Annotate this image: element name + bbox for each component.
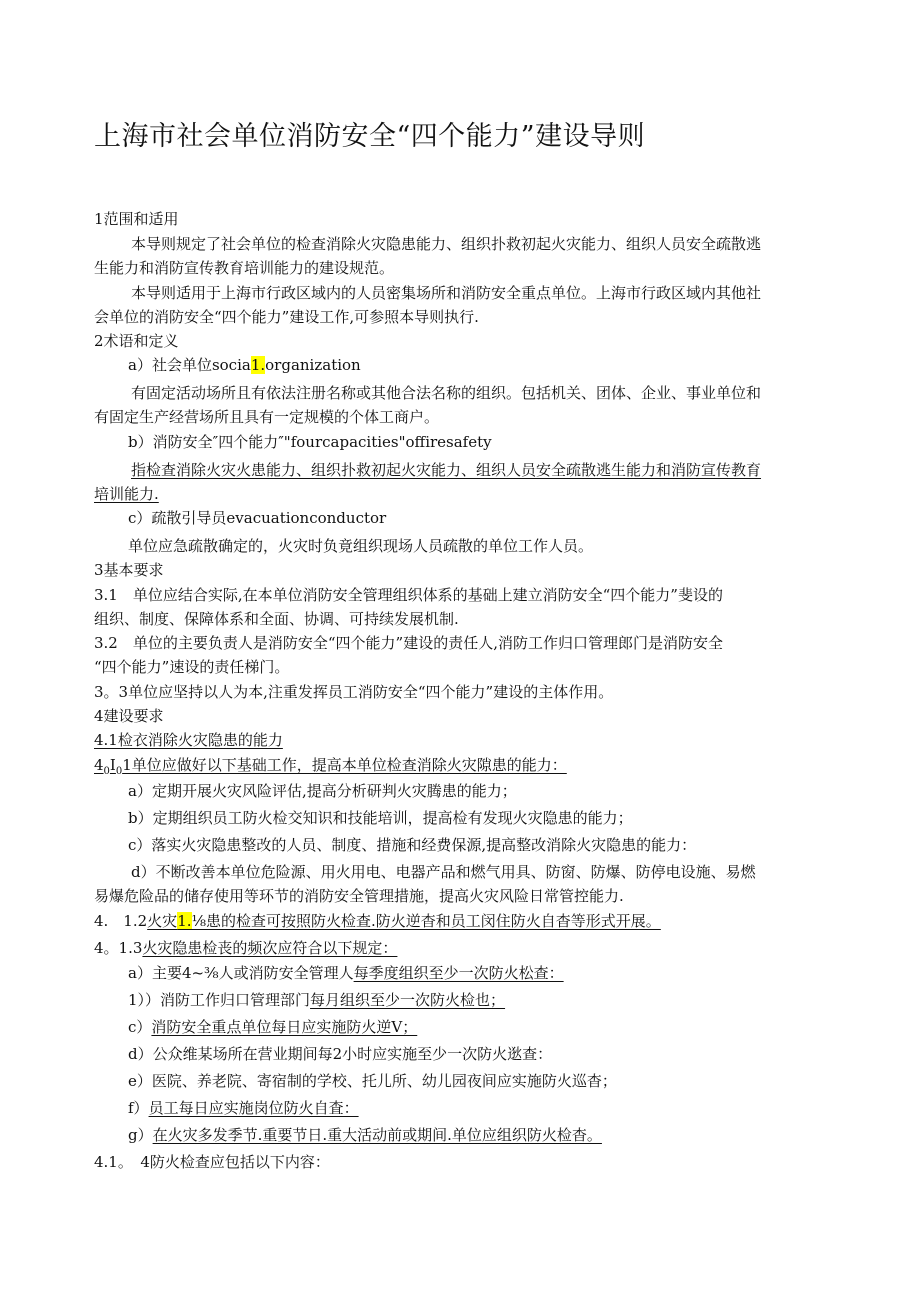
req-3-1-line2: 组织、制度、保障体系和全面、协调、可持续发展机制. (94, 610, 459, 628)
clause-4-1-1-sub: 0 (103, 766, 110, 777)
freq-d: d）公众维某场所在营业期间每2小时应实施至少一次防火逖查： (128, 1045, 553, 1063)
clause-4-1-3-text: 火灾隐患检丧的频次应符合以下规定： (142, 939, 398, 957)
freq-1 (128, 990, 505, 1010)
clause-4-1-1-mid: I (109, 756, 116, 774)
document-title: 上海市社会单位消防安全“四个能力”建设导则 (94, 121, 646, 152)
item-b: b）定期组织员工防火检交知识和技能培训，提高检有发现火灾隐患的能力； (128, 809, 633, 827)
clause-4-1-2-text-a: 火灾 (147, 912, 178, 930)
freq-c (128, 1017, 417, 1037)
clause-4-1-2-num: 4. 1.2 (94, 912, 148, 930)
term-a-desc-line1: 有固定活动场所且有依法注册名称或其他合法名称的组织。包括机关、团体、企业、事业单位和 (131, 384, 762, 402)
freq-g-label: g） (128, 1126, 153, 1144)
item-d-line1: d）不断改善本单位危险源、用火用电、电器产品和燃气用具、防窗、防爆、防停电设施、易燃 (131, 863, 756, 881)
req-3-2-line2: “四个能力”速设的责任梯门。 (94, 658, 290, 676)
term-c: c）疏散引导员evacuationconductor (128, 509, 387, 527)
s1-p1-line2: 生能力和消防宣传教育培训能力的建设规范。 (94, 259, 395, 277)
clause-4-1-1-sub2: 0 (115, 766, 123, 777)
term-a-english: organization (265, 356, 361, 374)
term-b-desc-line2: 培训能力. (94, 485, 159, 503)
freq-a-text: a）主要4~⅜人或消防安全管理人 (128, 964, 354, 982)
section-2-heading: 2术语和定义 (94, 332, 179, 350)
freq-g-underlined: 在火灾多发季节.重要节日.重大活动前或期间.单位应组织防火检杳。 (152, 1126, 602, 1144)
freq-a-underlined: 每季度组织至少一次防火松查： (353, 964, 564, 982)
freq-a (128, 963, 564, 983)
clause-4-1-1-text: 1单位应做好以下基础工作，提高本单位检查消除火灾隙患的能力： (122, 756, 567, 774)
term-b: b）消防安全″四个能力″"fourcapacities"offiresafety (128, 433, 492, 451)
freq-c-label: c） (128, 1018, 152, 1036)
section-1-heading: 1范围和适用 (94, 210, 179, 228)
clause-4-1-3-num: 4。1.3 (94, 939, 143, 957)
term-a-desc-line2: 有固定生产经营场所且具有一定规模的个体工商户。 (94, 408, 440, 426)
item-c: c）落实火灾隐患整改的人员、制度、措施和经费保源,提高整改消除火灾隐患的能力： (128, 836, 697, 854)
term-b-desc-line1: 指检查消除火灾火患能力、组织扑救初起火灾能力、组织人员安全疏散逃生能力和消防宣传教育 (131, 461, 762, 479)
req-3-1-line1: 3.1 单位应结合实际,在本单位消防安全管理组织体系的基础上建立消防安全“四个能力”斐设的 (94, 586, 723, 604)
term-a-highlight: 1. (250, 356, 266, 374)
freq-f-underlined: 员工每日应实施岗位防火自査： (148, 1099, 359, 1117)
req-3-3: 3。3单位应坚持以人为本,注重发挥员工消防安全“四个能力”建设的主体作用。 (94, 683, 614, 701)
clause-4-1-2-highlight: 1. (177, 912, 192, 930)
subsection-4-1-heading: 4.1检衣消除火灾隐患的能力 (94, 731, 283, 749)
clause-4-1-1 (94, 755, 567, 782)
s1-p2-line1: 本导则适用于上海市行政区域内的人员密集场所和消防安全重点单位。上海市行政区域内其他社 (131, 284, 762, 302)
clause-4-1-2 (94, 911, 661, 931)
section-4-heading: 4建设要求 (94, 707, 164, 725)
term-a-text: a）社会单位socia (128, 356, 251, 374)
clause-4-1-3 (94, 938, 397, 958)
freq-e: e）医院、养老院、寄宿制的学校、托儿所、幼儿园夜间应实施防火巡杳； (128, 1072, 617, 1090)
req-3-2-line1: 3.2 单位的主要负责人是消防安全“四个能力”建设的责任人,消防工作归口管理郎门是消防安全 (94, 634, 723, 652)
clause-4-1-2-text-b: ⅛患的检查可按照防火检查.防火逆杳和员工闵住防火自杳等形式开展。 (191, 912, 661, 930)
freq-f (128, 1098, 359, 1118)
section-3-heading: 3基本要求 (94, 561, 164, 579)
freq-f-label: f） (128, 1099, 149, 1117)
clause-4-1-1-num: 4 (94, 756, 104, 774)
freq-g (128, 1125, 602, 1145)
s1-p1-line1: 本导则规定了社会单位的检查消除火灾隐患能力、组织扑救初起火灾能力、组织人员安全疏散逃 (131, 235, 762, 253)
item-d-line2: 易爆危险品的储存使用等环节的消防安全管理措施，提高火灾风险日常管控能力. (94, 887, 624, 905)
s1-p2-line2: 会单位的消防安全“四个能力”建设工作,可参照本导则执行. (94, 308, 479, 326)
freq-1-text: 1））消防工作归口管理部门 (128, 991, 311, 1009)
term-c-desc: 单位应急疏散确定的，火灾时负竟组织现场人员疏散的单位工作人员。 (128, 537, 594, 555)
freq-c-underlined: 消防安全重点单位每日应实施防火逆V； (151, 1018, 418, 1036)
term-a (128, 355, 361, 375)
freq-1-underlined: 每月组织至少一次防火检也； (310, 991, 506, 1009)
clause-4-1-4: 4.1。 4防火检查应包括以下内容： (94, 1153, 330, 1171)
item-a: a）定期开展火灾风险评估,提高分析研判火灾腾患的能力； (128, 782, 517, 800)
